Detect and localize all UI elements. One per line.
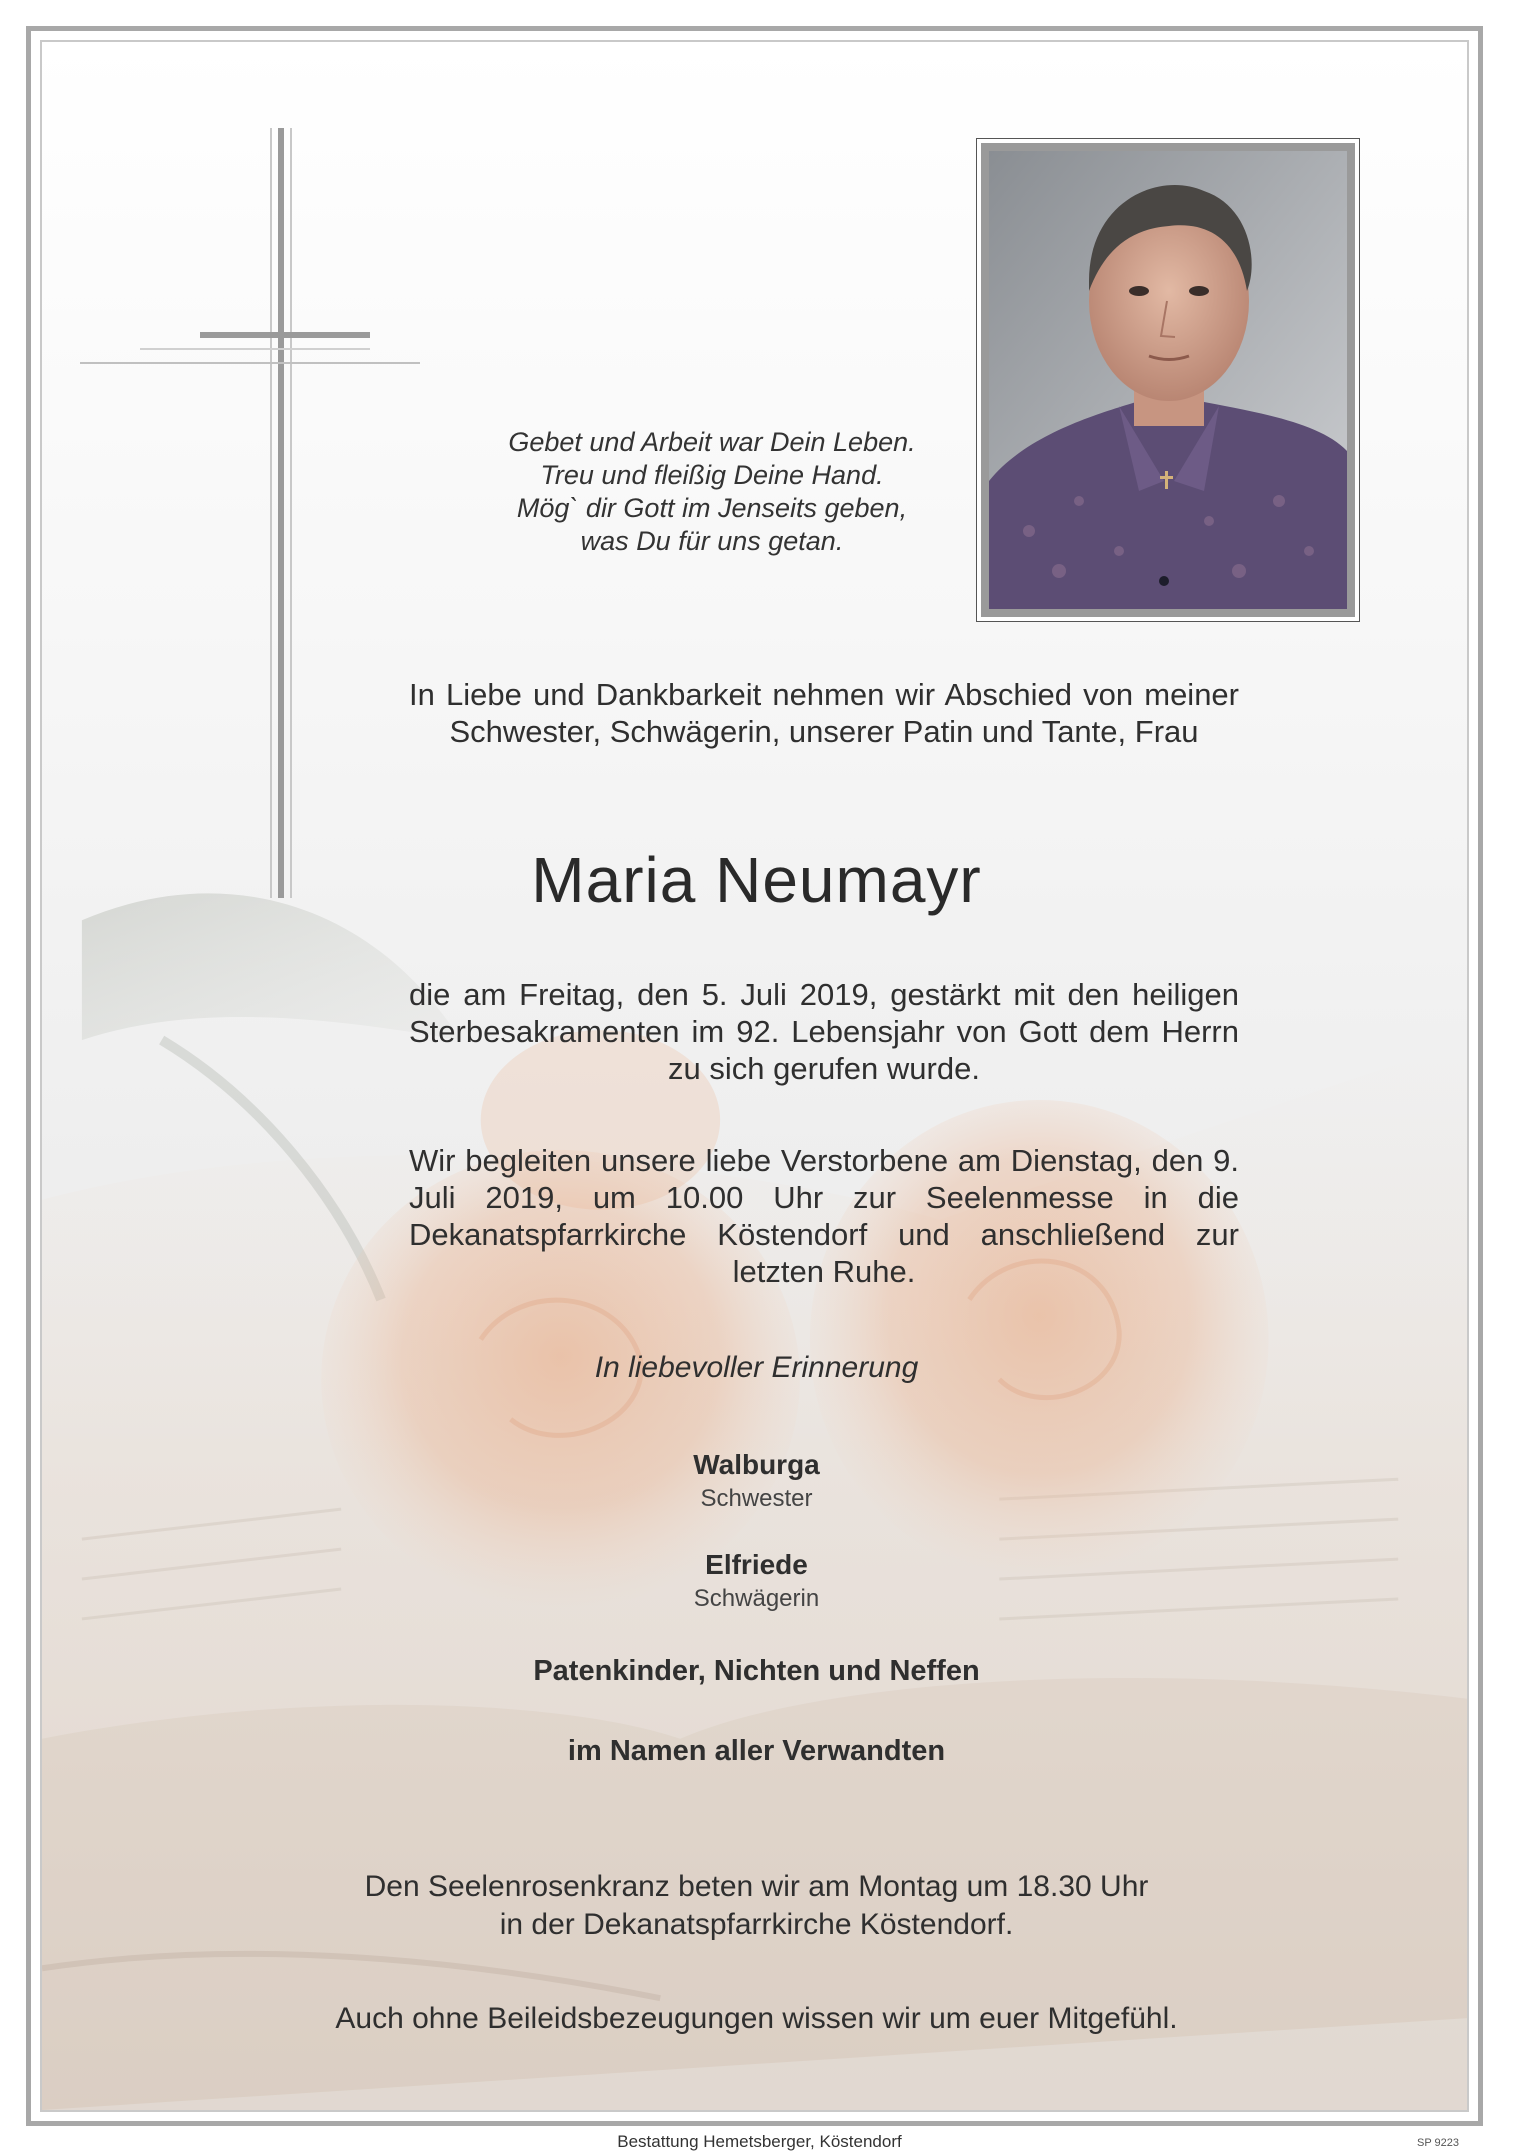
poem-line: Mög` dir Gott im Jenseits geben,: [516, 493, 908, 523]
poem: [402, 426, 1022, 558]
rosary-line: in der Dekanatspfarrkirche Köstendorf.: [499, 1908, 1014, 1941]
condolence-note: Auch ohne Beileidsbezeugungen wissen wir um euer Mitgefühl.: [335, 2002, 1178, 2035]
farewell-intro: In Liebe und Dankbarkeit nehmen wir Abschied von meiner Schwester, Schwägerin, unserer Patin und Tante, Frau: [409, 677, 1239, 749]
rosary-notice: [42, 1868, 1469, 1944]
cross-icon: [80, 128, 420, 908]
deceased-portrait: [976, 138, 1360, 622]
poem-line: was Du für uns getan.: [580, 526, 844, 556]
memory-phrase: In liebevoller Erinnerung: [594, 1351, 919, 1384]
rosary-line: Den Seelenrosenkranz beten wir am Montag um 18.30 Uhr: [364, 1870, 1149, 1903]
mourner-group: Patenkinder, Nichten und Neffen: [533, 1655, 980, 1687]
poem-line: Gebet und Arbeit war Dein Leben.: [508, 427, 916, 457]
funeral-home-credit: Bestattung Hemetsberger, Köstendorf: [617, 2132, 902, 2151]
funeral-notice: Wir begleiten unsere liebe Verstorbene am Dienstag, den 9. Juli 2019, um 10.00 Uhr zur Seelenmesse in die Dekanatspfarrkirche Köstendorf und anschließend zur letzten Ruhe.: [409, 1143, 1239, 1289]
mourner-relation: Schwägerin: [693, 1585, 820, 1612]
obituary-card: [40, 40, 1469, 2112]
mourner-name: Elfriede: [705, 1549, 808, 1580]
death-notice: die am Freitag, den 5. Juli 2019, gestärkt mit den heiligen Sterbesakramenten im 92. Lebensjahr von Gott dem Herrn zu sich gerufen wurde.: [409, 977, 1239, 1086]
mourner-name: Walburga: [693, 1449, 820, 1480]
portrait-mat: [981, 143, 1355, 617]
template-code: SP 9223: [1416, 2137, 1459, 2149]
poem-line: Treu und fleißig Deine Hand.: [540, 460, 884, 490]
mourner-group: im Namen aller Verwandten: [567, 1735, 946, 1767]
mourner-relation: Schwester: [700, 1485, 813, 1512]
portrait-photo: [989, 151, 1347, 609]
deceased-name: Maria Neumayr: [531, 844, 982, 916]
